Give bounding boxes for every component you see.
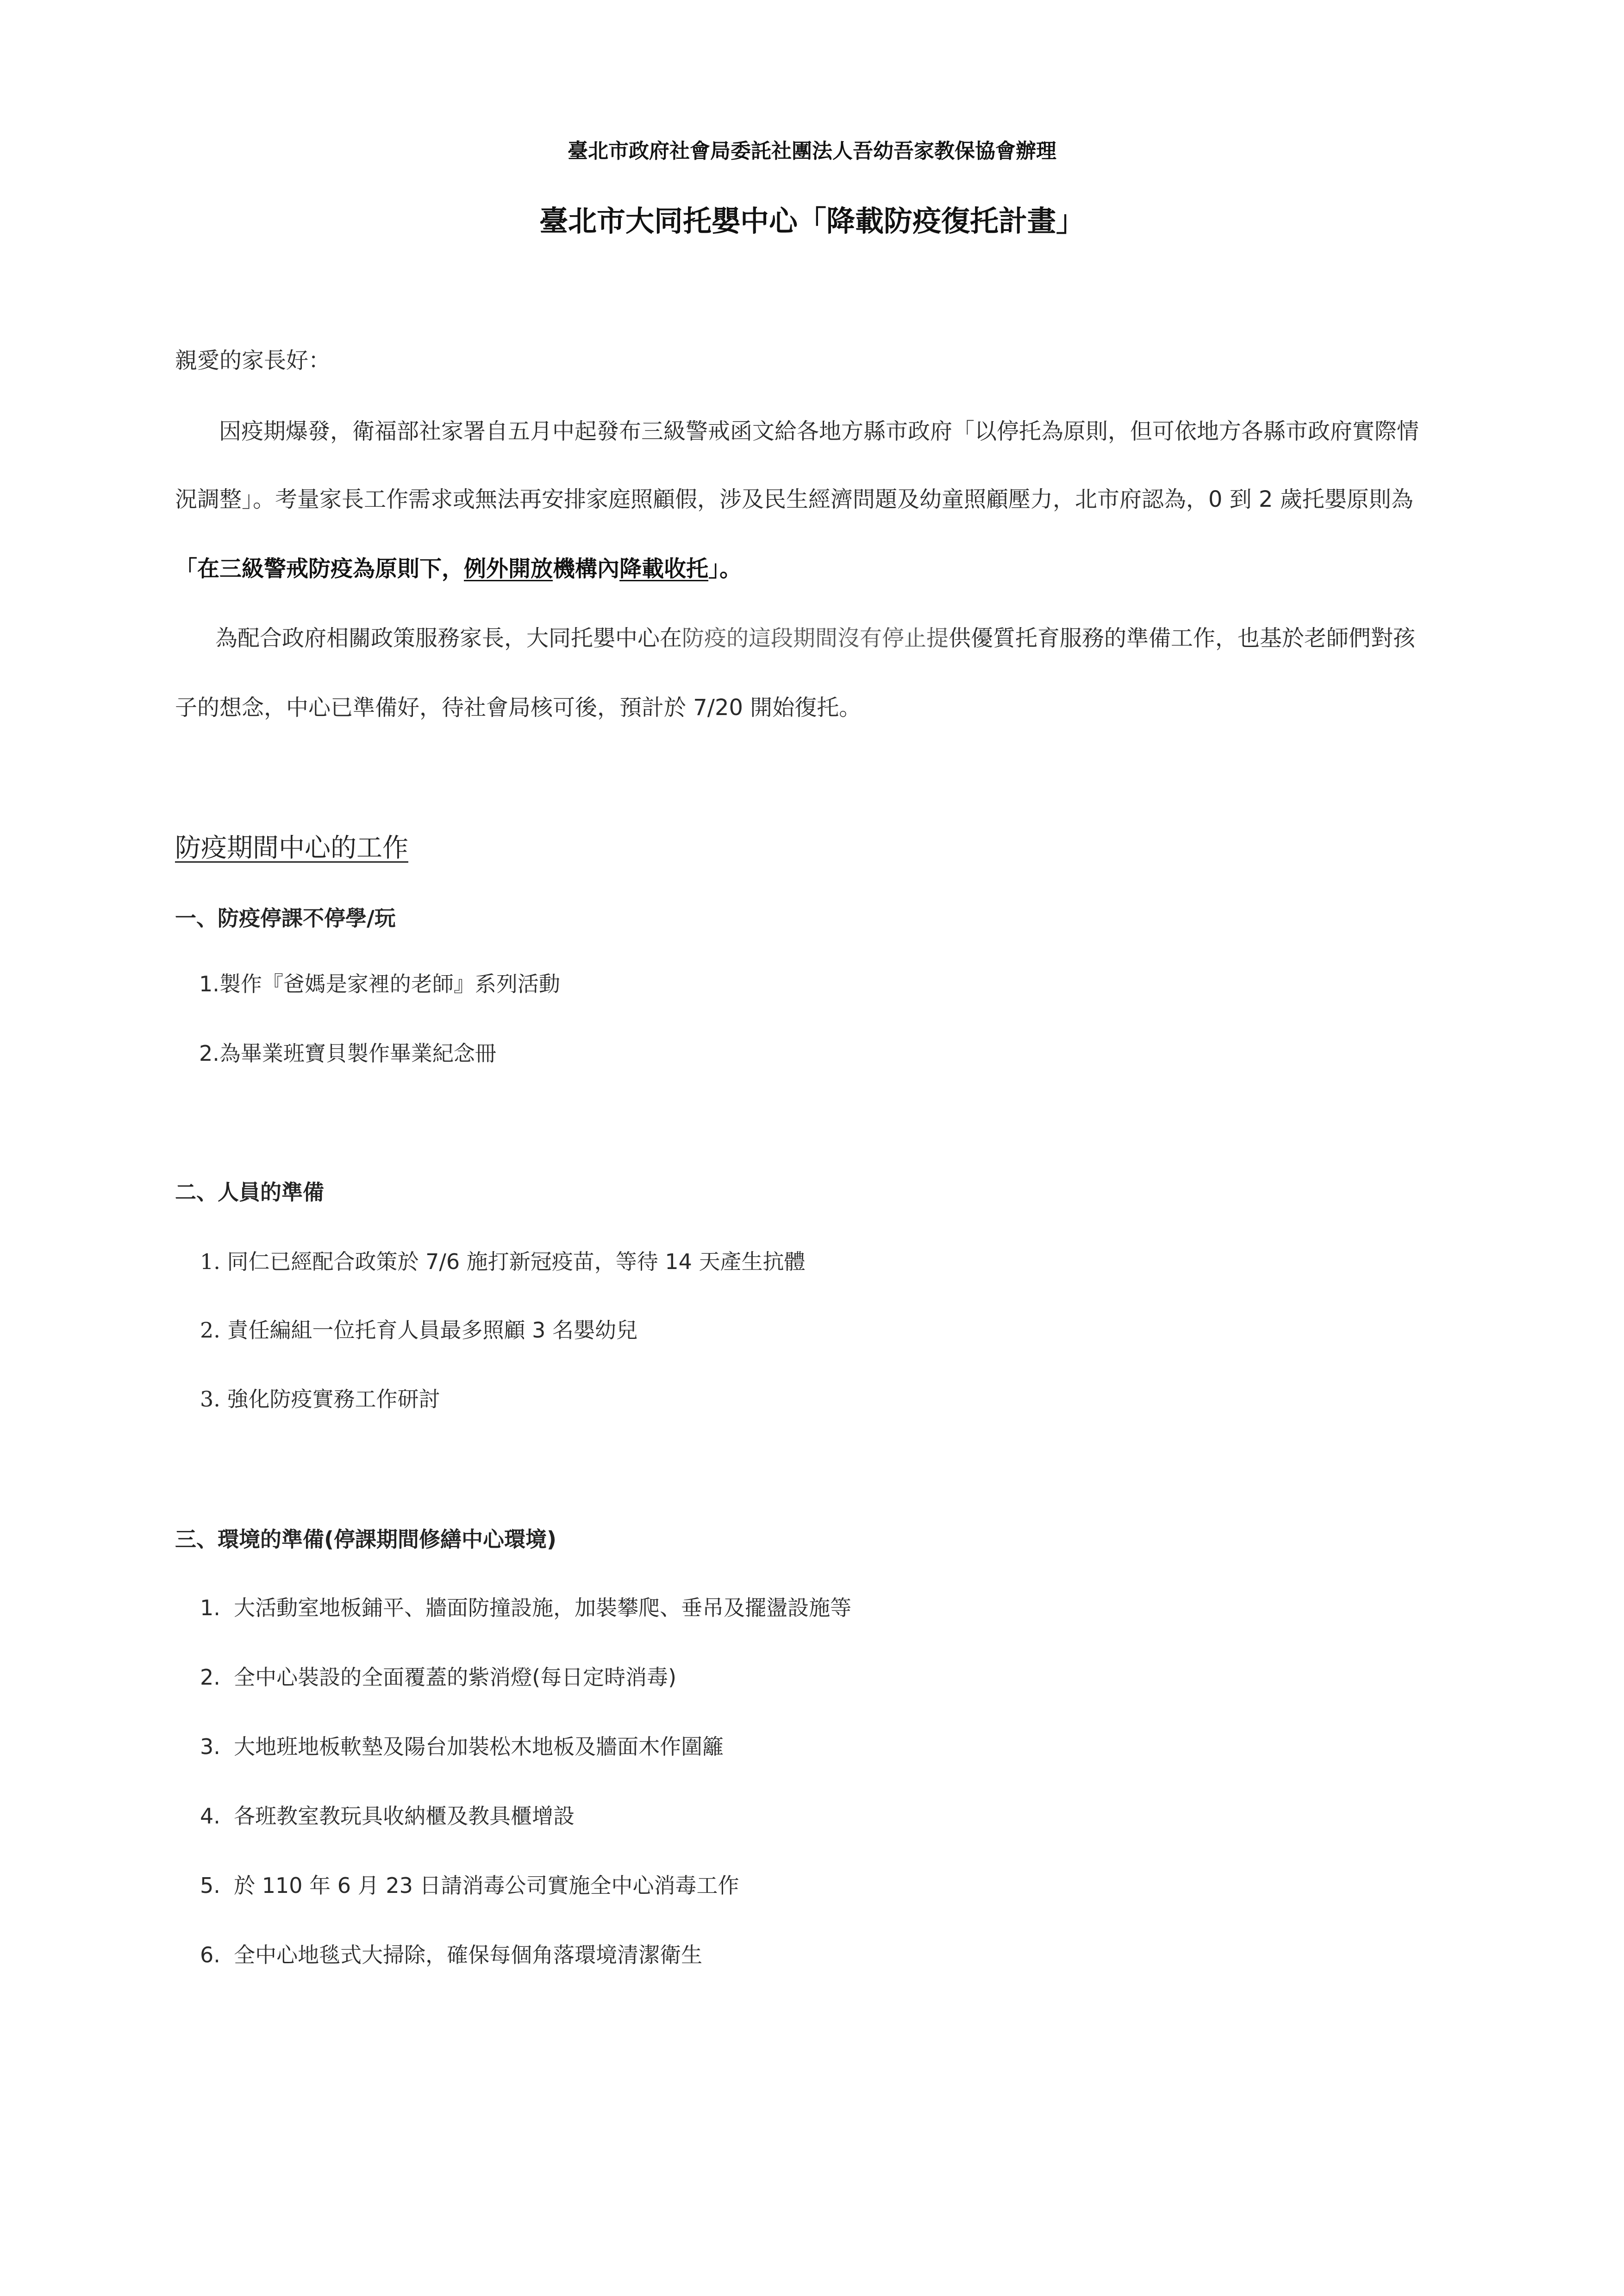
part-3-item-4 [200,1799,575,1830]
list-text: 於 110 年 6 月 23 日請消毒公司實施全中心消毒工作 [234,1873,739,1898]
list-number: 2. [200,1665,220,1690]
paragraph-1-line-1: 因疫期爆發，衛福部社家署自五月中起發布三級警戒函文給各地方縣市政府「以停托為原則，但可依地方各縣市政府實際情 [219,418,1419,444]
part-2-item-3 [200,1382,440,1413]
paragraph-2-text-a: 為配合政府相關政策服務家長，大同托嬰中心在 [215,625,682,651]
bracket-close: 」。 [708,556,742,582]
paragraph-2-line-1 [215,620,1415,652]
list-number: 6. [200,1942,220,1967]
greeting: 親愛的家長好： [175,348,331,373]
list-text: 全中心裝設的全面覆蓋的紫消燈(每日定時消毒) [234,1665,677,1690]
part-1-heading: 一、防疫停課不停學/玩 [175,906,396,931]
bracket-open: 「 [175,556,198,582]
list-text: 大地班地板軟墊及陽台加裝松木地板及牆面木作圍籬 [234,1734,724,1759]
paragraph-1-line-3 [175,551,742,583]
list-number: 5. [200,1873,220,1898]
list-number: 3. [200,1387,220,1412]
part-2-heading: 二、人員的準備 [175,1180,324,1205]
emphasis-text-b: 機構內 [553,556,620,582]
part-3-item-5 [200,1869,739,1899]
list-text: 大活動室地板鋪平、牆面防撞設施，加裝攀爬、垂吊及擺盪設施等 [234,1595,852,1620]
part-1-item-1: 1.製作『爸媽是家裡的老師』系列活動 [199,971,560,996]
paragraph-2-line-2: 子的想念，中心已準備好，待社會局核可後，預計於 7/20 開始復托。 [175,695,862,721]
part-3-item-2 [200,1661,676,1691]
part-3-heading: 三、環境的準備(停課期間修繕中心環境) [175,1527,557,1552]
list-text: 強化防疫實務工作研討 [227,1387,440,1412]
part-3-item-1 [200,1591,851,1622]
part-3-item-6 [200,1938,702,1969]
list-number: 2. [200,1318,220,1343]
part-3-item-3 [200,1730,724,1761]
part-1-item-2: 2.為畢業班寶貝製作畢業紀念冊 [199,1041,496,1066]
paragraph-2-text-b: 供優質托育服務的準備工作，也基於老師們對孩 [949,625,1416,651]
paragraph-1-line-2: 況調整」。考量家長工作需求或無法再安排家庭照顧假，涉及民生經濟問題及幼童照顧壓力，北市府認為，0 到 2 歲托嬰原則為 [175,486,1413,512]
part-2-item-1 [200,1245,806,1276]
list-text: 各班教室教玩具收納櫃及教具櫃增設 [234,1804,575,1829]
list-number: 3. [200,1734,220,1759]
list-text: 責任編組一位托育人員最多照顧 3 名嬰幼兒 [227,1318,638,1343]
part-2-item-2 [200,1313,637,1344]
document-title: 臺北市大同托嬰中心「降載防疫復托計畫」 [539,204,1085,238]
list-text: 全中心地毯式大掃除，確保每個角落環境清潔衛生 [234,1942,703,1967]
section-title: 防疫期間中心的工作 [175,833,408,863]
paragraph-2-text-gray: 防疫的這段期間沒有停止提 [682,625,949,651]
emphasis-underlined-a: 例外開放 [464,556,553,582]
list-number: 1. [200,1249,220,1274]
list-number: 4. [200,1804,220,1829]
list-number: 1. [200,1595,220,1620]
organization-line: 臺北市政府社會局委託社團法人吾幼吾家教保協會辦理 [568,139,1056,163]
list-text: 同仁已經配合政策於 7/6 施打新冠疫苗，等待 14 天產生抗體 [227,1249,806,1274]
emphasis-text-a: 在三級警戒防疫為原則下， [197,556,464,582]
emphasis-underlined-b: 降載收托 [619,556,709,582]
